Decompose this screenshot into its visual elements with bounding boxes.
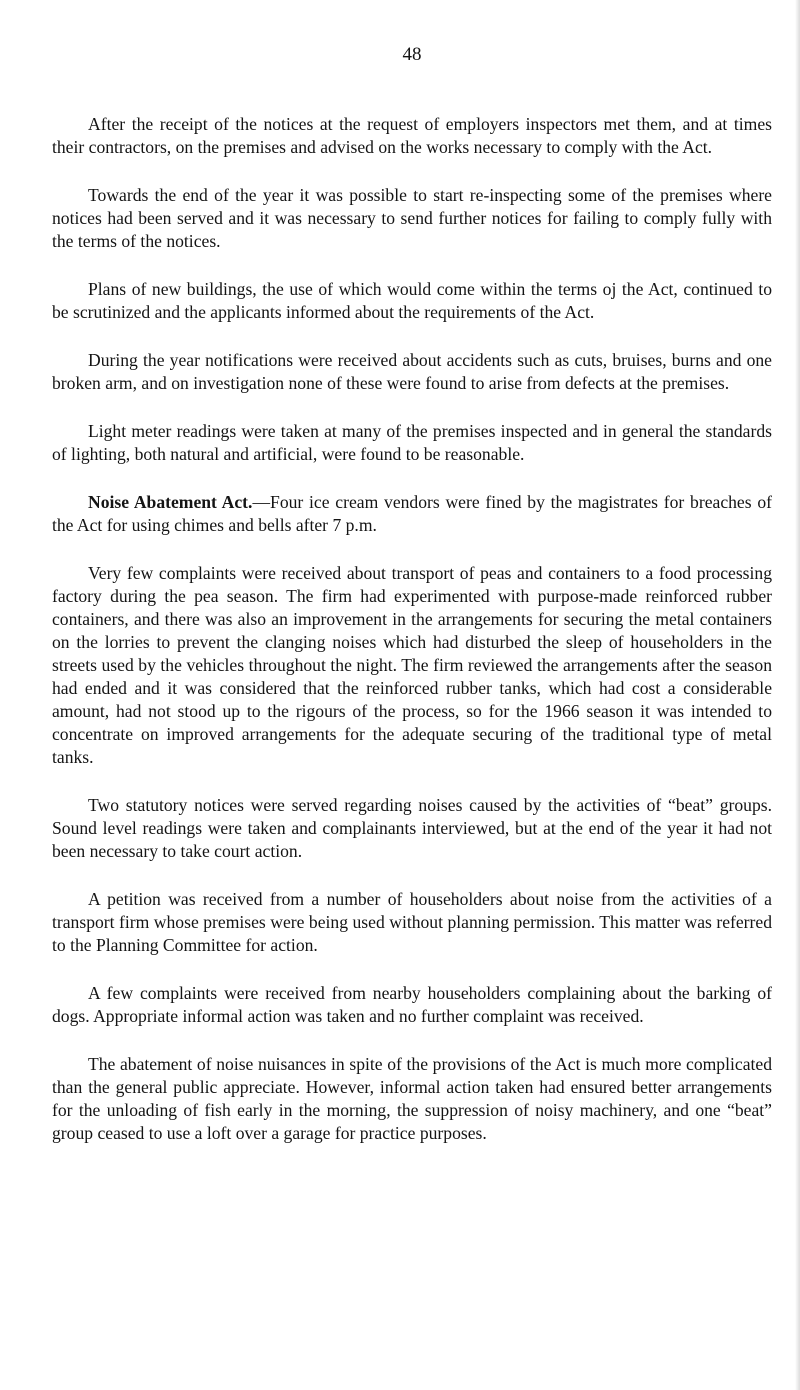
paragraph-abatement-summary: The abatement of noise nuisances in spite of the provisions of the Act is much more complicated than the general public appreciate. However, informal action taken had ensured better arrangements for the unloading of fish early in the morning, the suppression of noisy machinery, and one “beat” group ceased to use a loft over a garage for practice purposes.: [52, 1054, 772, 1143]
paragraph-beat-groups: Two statutory notices were served regarding noises caused by the activities of “beat” groups. Sound level readings were taken and complainants interviewed, but at the end of the year it had not been necessary to take court action.: [52, 795, 772, 861]
page-number: 48: [402, 44, 422, 65]
paragraph-light-readings: Light meter readings were taken at many of the premises inspected and in general the standards of lighting, both natural and artificial, were found to be reasonable.: [52, 421, 772, 464]
page-edge-shadow: [795, 0, 800, 1390]
paragraph-transport-firm-petition: A petition was received from a number of householders about noise from the activities of a transport firm whose premises were being used without planning permission. This matter was referred to the Planning Committee for action.: [52, 889, 772, 955]
paragraph-re-inspection: Towards the end of the year it was possible to start re-inspecting some of the premises where notices had been served and it was necessary to send further notices for failing to comply fully with the terms of the notices.: [52, 185, 772, 251]
paragraph-pea-transport: Very few complaints were received about transport of peas and containers to a food processing factory during the pea season. The firm had experimented with purpose-made reinforced rubber containers, and there was also an improvement in the arrangements for securing the metal containers on the lorries to prevent the clanging noises which had disturbed the sleep of householders in the streets used by the vehicles throughout the night. The firm reviewed the arrangements after the season had ended and it was considered that the reinforced rubber tanks, which had cost a considerable amount, had not stood up to the rigours of the process, so for the 1966 season it was intended to concentrate on improved arrangements for the adequate securing of the traditional type of metal tanks.: [52, 563, 772, 767]
paragraph-accidents: During the year notifications were received about accidents such as cuts, bruises, burns and one broken arm, and on investigation none of these were found to arise from defects at the premises.: [52, 350, 772, 393]
paragraph-barking-dogs: A few complaints were received from nearby householders complaining about the barking of dogs. Appropriate informal action was taken and no further complaint was received.: [52, 983, 772, 1026]
paragraph-building-plans: Plans of new buildings, the use of which would come within the terms oj the Act, continued to be scrutinized and the applicants informed about the requirements of the Act.: [52, 279, 772, 322]
paragraph-noise-abatement: [52, 491, 772, 537]
paragraph-employer-advice: After the receipt of the notices at the request of employers inspectors met them, and at times their contractors, on the premises and advised on the works necessary to comply with the Act.: [52, 114, 772, 157]
paragraph-noise-abatement-text: —Four ice cream vendors were fined by the magistrates for breaches of the Act for using chimes and bells after 7 p.m.: [52, 492, 772, 535]
section-heading-noise-abatement: Noise Abatement Act.: [88, 492, 253, 512]
